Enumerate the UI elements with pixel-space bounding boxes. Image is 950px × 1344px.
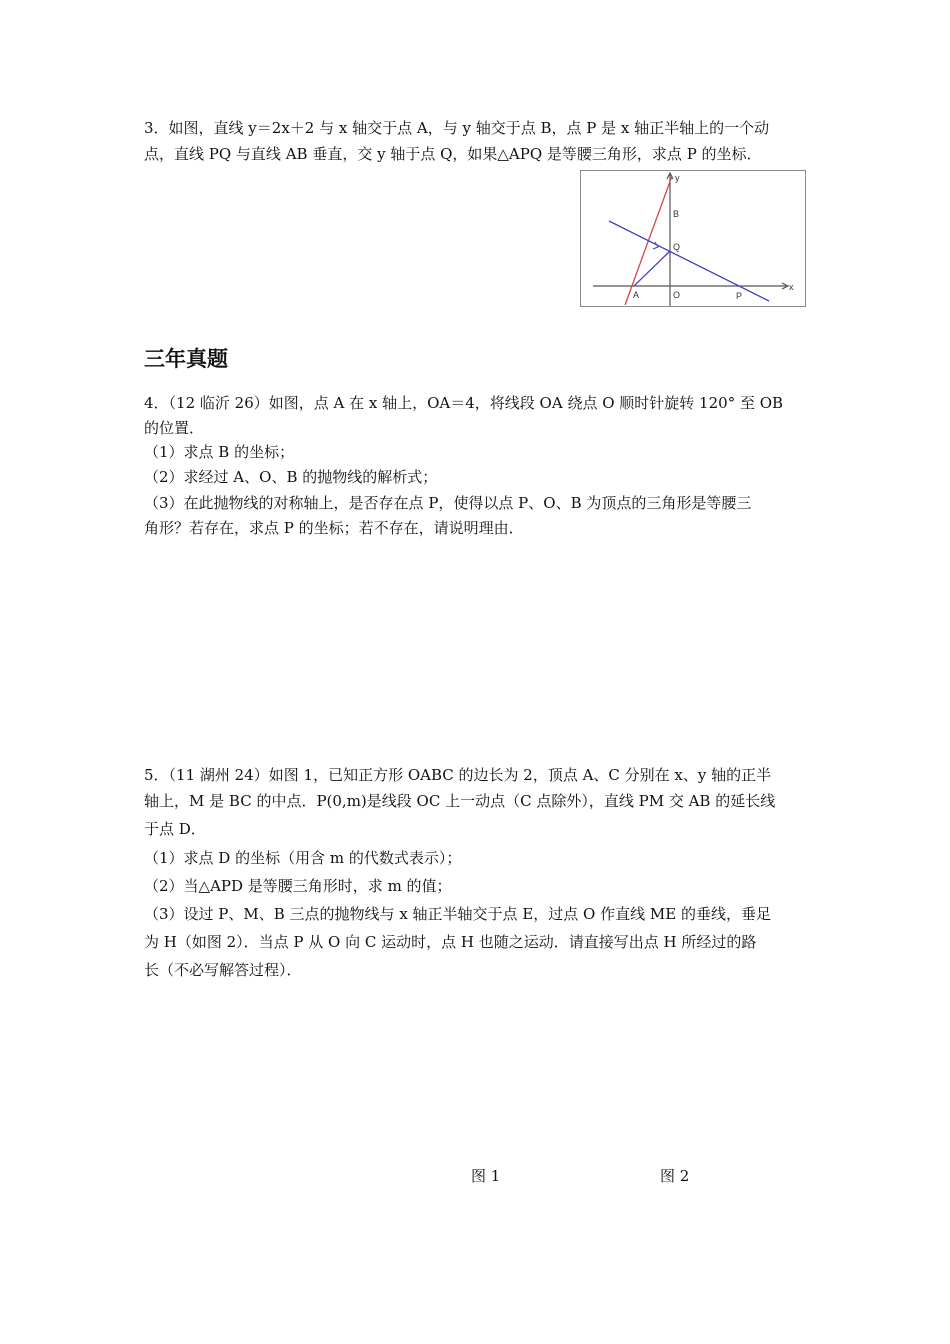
label-y: y <box>675 173 680 183</box>
q5-part-1: （1）求点 D 的坐标（用含 m 的代数式表示）； <box>144 849 462 867</box>
q5-part-3-line-2: 为 H（如图 2）．当点 P 从 O 向 C 运动时，点 H 也随之运动．请直接写出点 H 所经过的路 <box>144 933 757 951</box>
q5-part-3-line-3: 长（不必写解答过程）． <box>144 961 302 979</box>
q3-line-2: 点，直线 PQ 与直线 AB 垂直，交 y 轴于点 Q，如果△APQ 是等腰三角形，求点 P 的坐标． <box>144 145 762 163</box>
q5-part-2: （2）当△APD 是等腰三角形时，求 m 的值； <box>144 877 452 895</box>
figure-2-caption: 图 2 <box>660 1167 690 1185</box>
q5-line-3: 于点 D． <box>144 820 206 838</box>
segment-aq <box>634 251 670 286</box>
label-x: x <box>789 282 794 292</box>
line-pq <box>609 221 769 301</box>
q3-figure <box>580 170 806 307</box>
q5-line-2: 轴上，M 是 BC 的中点．P(0,m)是线段 OC 上一动点（C 点除外），直线 PM 交 AB 的延长线 <box>144 792 776 810</box>
q5-part-3-line-1: （3）设过 P、M、B 三点的抛物线与 x 轴正半轴交于点 E，过点 O 作直线 ME 的垂线，垂足 <box>144 905 771 923</box>
q4-part-3-line-1: （3）在此抛物线的对称轴上，是否存在点 P，使得以点 P、O、B 为顶点的三角形是等腰三 <box>144 494 752 512</box>
label-q: Q <box>673 242 681 252</box>
label-o: O <box>673 290 681 300</box>
q3-coordinate-diagram <box>581 171 805 306</box>
figure-1-caption: 图 1 <box>471 1167 501 1185</box>
label-a: A <box>633 290 640 300</box>
q3-line-1: 3．如图，直线 y＝2x＋2 与 x 轴交于点 A，与 y 轴交于点 B，点 P 是 x 轴正半轴上的一个动 <box>144 119 770 137</box>
section-title: 三年真题 <box>144 347 228 371</box>
q4-line-1: 4．（12 临沂 26）如图，点 A 在 x 轴上，OA＝4，将线段 OA 绕点 O 顺时针旋转 120° 至 OB <box>144 394 784 412</box>
q4-part-2: （2）求经过 A、O、B 的抛物线的解析式； <box>144 468 438 486</box>
q4-part-1: （1）求点 B 的坐标； <box>144 443 295 461</box>
q4-line-2: 的位置． <box>144 419 205 437</box>
label-p: P <box>736 291 743 301</box>
label-b: B <box>673 209 680 219</box>
q4-part-3-line-2: 角形？若存在，求点 P 的坐标；若不存在，请说明理由． <box>144 519 524 537</box>
q5-line-1: 5．（11 湖州 24）如图 1，已知正方形 OABC 的边长为 2，顶点 A、C 分别在 x、y 轴的正半 <box>144 766 772 784</box>
